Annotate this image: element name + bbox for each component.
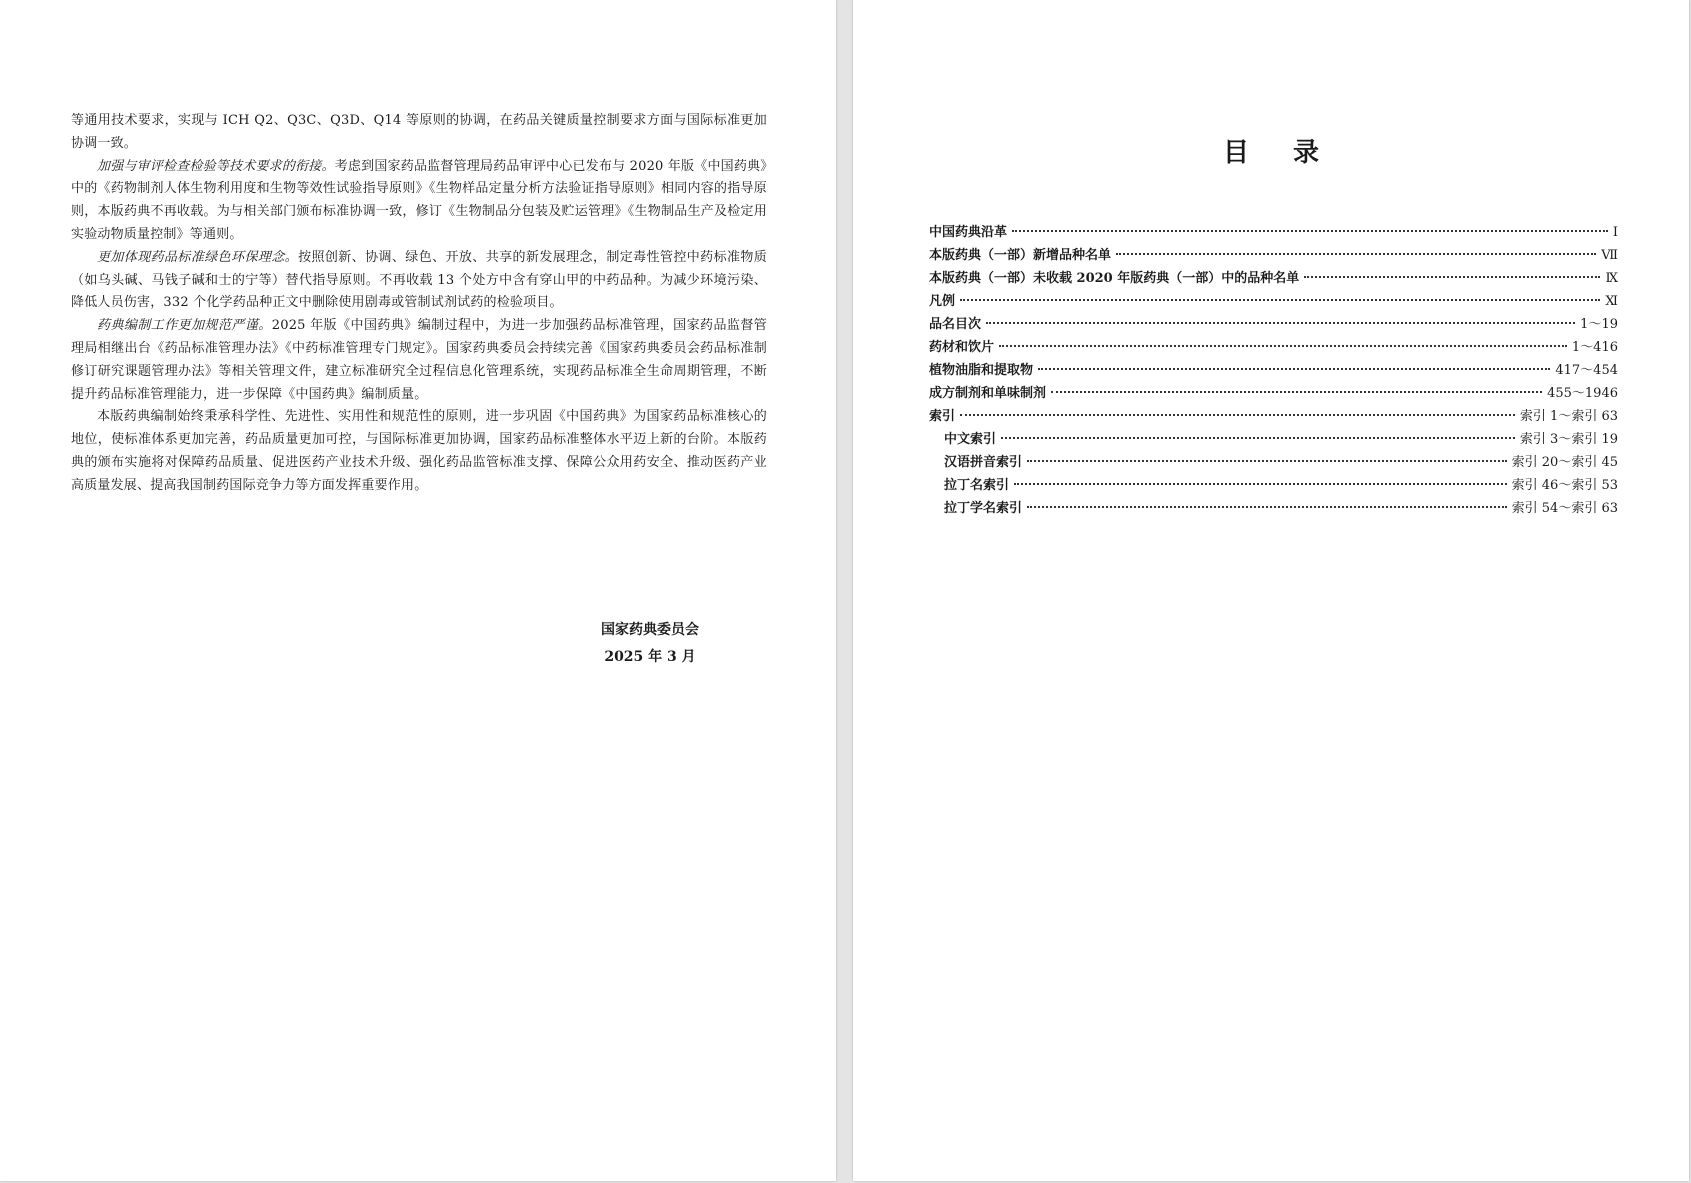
- toc-entry-label: 品名目次: [929, 317, 982, 332]
- paragraph-4-lead: 药典编制工作更加规范严谨。: [97, 318, 272, 334]
- paragraph-3-lead: 更加体现药品标准绿色环保理念。: [97, 249, 299, 265]
- toc-entry[interactable]: [929, 313, 1618, 336]
- toc-leader-dots: [999, 345, 1567, 347]
- toc-entry-page: Ⅰ: [1612, 225, 1618, 240]
- left-page: [0, 0, 836, 1181]
- toc-entry[interactable]: [929, 359, 1618, 382]
- paragraph-1-text: 等通用技术要求，实现与 ICH Q2、Q3C、Q3D、Q14 等原则的协调，在药品关键质量控制要求方面与国际标准更加协调一致。: [71, 113, 767, 151]
- toc-entry-page: Ⅶ: [1601, 248, 1618, 263]
- toc-entry-page: 索引 20～索引 45: [1511, 455, 1618, 470]
- toc-entry-label: 凡例: [929, 294, 956, 309]
- toc-entry-page: 索引 54～索引 63: [1511, 501, 1618, 516]
- signature-block: [540, 617, 760, 671]
- toc-entry-page: 索引 1～索引 63: [1519, 409, 1618, 424]
- toc-entry-label: 拉丁学名索引: [944, 501, 1023, 516]
- toc-leader-dots: [1012, 230, 1608, 232]
- preface-body: [71, 110, 767, 498]
- toc-leader-dots: [960, 414, 1515, 416]
- toc-leader-dots: [1001, 437, 1515, 439]
- paragraph-2-text: 考虑到国家药品监督管理局药品审评中心已发布与 2020 年版《中国药典》中的《药物制剂人体生物利用度和生物等效性试验指导原则》《生物样品定量分析方法验证指导原则》相同内容的指导原则，本版药典不再收载。为与相关部门颁布标准协调一致，修订《生物制品分包装及贮运管理》《生物制品生产及检定用实验动物质量控制》等通则。: [71, 158, 767, 242]
- toc-leader-dots: [1116, 253, 1596, 255]
- toc-subentry[interactable]: [929, 451, 1618, 474]
- toc-entry-page: 索引 46～索引 53: [1511, 478, 1618, 493]
- paragraph-3-text: 按照创新、协调、绿色、开放、共享的新发展理念，制定毒性管控中药标准物质（如乌头碱、马钱子碱和士的宁等）替代指导原则。不再收载 13 个处方中含有穿山甲的中药品种。为减少环境污染、降低人员伤害，332 个化学药品种正文中删除使用剧毒或管制试剂试药的检验项目。: [71, 249, 767, 311]
- signature-date: 2025 年 3 月: [604, 649, 696, 665]
- toc-leader-dots: [1027, 506, 1507, 508]
- toc-entry-label: 本版药典（一部）未收载 2020 年版药典（一部）中的品种名单: [929, 271, 1300, 286]
- toc-entry-label: 药材和饮片: [929, 340, 995, 355]
- toc-entry[interactable]: [929, 244, 1618, 267]
- toc-entry-page: 索引 3～索引 19: [1519, 432, 1618, 447]
- toc-subentry[interactable]: [929, 497, 1618, 520]
- toc-entry-label: 本版药典（一部）新增品种名单: [929, 248, 1112, 263]
- toc-leader-dots: [960, 299, 1600, 301]
- toc-leader-dots: [1038, 368, 1550, 370]
- toc-entry-page: 417～454: [1555, 363, 1618, 378]
- paragraph-2-lead: 加强与审评检查检验等技术要求的衔接。: [97, 158, 335, 174]
- toc-entry-label: 植物油脂和提取物: [929, 363, 1034, 378]
- toc-entry[interactable]: [929, 405, 1618, 428]
- signature-org: 国家药典委员会: [601, 622, 699, 638]
- toc-entry[interactable]: [929, 382, 1618, 405]
- paragraph-4: [71, 315, 767, 406]
- paragraph-1: [71, 110, 767, 156]
- toc-entry[interactable]: [929, 290, 1618, 313]
- toc-title: 目录: [1222, 138, 1363, 168]
- toc-leader-dots: [986, 322, 1575, 324]
- toc-entry-page: 1～416: [1571, 340, 1618, 355]
- toc-entry[interactable]: [929, 267, 1618, 290]
- toc-subentry[interactable]: [929, 428, 1618, 451]
- toc-entry-label: 拉丁名索引: [944, 478, 1010, 493]
- toc-entry-label: 汉语拼音索引: [944, 455, 1023, 470]
- paragraph-4-text: 2025 年版《中国药典》编制过程中，为进一步加强药品标准管理，国家药品监督管理局相继出台《药品标准管理办法》《中药标准管理专门规定》。国家药典委员会持续完善《国家药典委员会药品标准制修订研究课题管理办法》等相关管理文件，建立标准研究全过程信息化管理系统，实现药品标准全生命周期管理，不断提升药品标准管理能力，进一步保障《中国药典》编制质量。: [71, 318, 767, 402]
- toc-list: [929, 221, 1618, 520]
- toc-entry-label: 中国药典沿革: [929, 225, 1008, 240]
- paragraph-5-text: 本版药典编制始终秉承科学性、先进性、实用性和规范性的原则，进一步巩固《中国药典》为国家药品标准核心的地位，使标准体系更加完善，药品质量更加可控，与国际标准更加协调，国家药品标准整体水平迈上新的台阶。本版药典的颁布实施将对保障药品质量、促进医药产业技术升级、强化药品监管标准支撑、保障公众用药安全、推动医药产业高质量发展、提高我国制药国际竞争力等方面发挥重要作用。: [71, 409, 767, 493]
- toc-entry-label: 索引: [929, 409, 956, 424]
- paragraph-5: [71, 406, 767, 497]
- toc-leader-dots: [1304, 276, 1600, 278]
- toc-entry[interactable]: [929, 221, 1618, 244]
- toc-entry-page: Ⅺ: [1605, 294, 1618, 309]
- toc-entry-label: 成方制剂和单味制剂: [929, 386, 1047, 401]
- right-page: [853, 0, 1689, 1181]
- paragraph-3: [71, 247, 767, 315]
- toc-leader-dots: [1027, 460, 1507, 462]
- paragraph-2: [71, 156, 767, 247]
- toc-leader-dots: [1051, 391, 1542, 393]
- toc-entry-page: 455～1946: [1547, 386, 1618, 401]
- toc-entry-page: Ⅸ: [1605, 271, 1618, 286]
- toc-entry-page: 1～19: [1580, 317, 1618, 332]
- toc-leader-dots: [1014, 483, 1507, 485]
- toc-entry-label: 中文索引: [944, 432, 997, 447]
- toc-subentry[interactable]: [929, 474, 1618, 497]
- toc-entry[interactable]: [929, 336, 1618, 359]
